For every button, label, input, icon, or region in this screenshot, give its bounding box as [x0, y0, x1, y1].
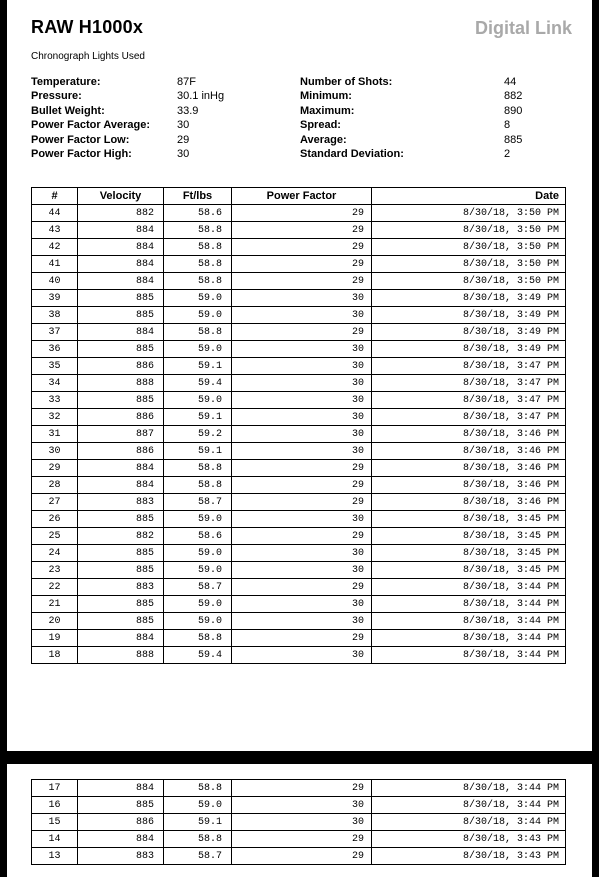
stat-value: 29 [177, 133, 190, 146]
velocity-cell: 884 [78, 630, 164, 647]
ftlbs-cell: 59.4 [164, 375, 232, 392]
ftlbs-cell: 58.8 [164, 256, 232, 273]
velocity-cell: 884 [78, 831, 164, 848]
date-cell: 8/30/18, 3:44 PM [372, 780, 566, 797]
stat-row [31, 133, 224, 147]
date-cell: 8/30/18, 3:45 PM [372, 528, 566, 545]
power-factor-cell: 30 [232, 307, 372, 324]
shot-number: 22 [32, 579, 78, 596]
power-factor-cell: 30 [232, 814, 372, 831]
shot-number: 29 [32, 460, 78, 477]
date-cell: 8/30/18, 3:45 PM [372, 545, 566, 562]
report-subtitle: Chronograph Lights Used [31, 51, 145, 62]
column-header-ftlbs: Ft/lbs [164, 188, 232, 205]
shot-number: 33 [32, 392, 78, 409]
date-cell: 8/30/18, 3:46 PM [372, 477, 566, 494]
date-cell: 8/30/18, 3:50 PM [372, 256, 566, 273]
table-row [32, 239, 566, 256]
stat-label: Number of Shots: [300, 76, 393, 88]
velocity-cell: 885 [78, 511, 164, 528]
ftlbs-cell: 59.2 [164, 426, 232, 443]
power-factor-cell: 29 [232, 528, 372, 545]
shot-number: 21 [32, 596, 78, 613]
stat-row [31, 104, 224, 118]
shot-number: 40 [32, 273, 78, 290]
velocity-cell: 883 [78, 579, 164, 596]
ftlbs-cell: 59.1 [164, 358, 232, 375]
ftlbs-cell: 58.8 [164, 831, 232, 848]
table-row [32, 375, 566, 392]
velocity-cell: 884 [78, 460, 164, 477]
table-row [32, 273, 566, 290]
date-cell: 8/30/18, 3:44 PM [372, 596, 566, 613]
shot-number: 39 [32, 290, 78, 307]
power-factor-cell: 30 [232, 613, 372, 630]
stat-value: 44 [504, 76, 517, 88]
stat-value: 30 [177, 147, 190, 160]
date-cell: 8/30/18, 3:50 PM [372, 239, 566, 256]
date-cell: 8/30/18, 3:45 PM [372, 511, 566, 528]
table-row [32, 562, 566, 579]
date-cell: 8/30/18, 3:44 PM [372, 613, 566, 630]
shot-number: 38 [32, 307, 78, 324]
ftlbs-cell: 58.8 [164, 239, 232, 256]
stat-value: 30 [177, 119, 190, 132]
shot-number: 24 [32, 545, 78, 562]
date-cell: 8/30/18, 3:43 PM [372, 848, 566, 865]
table-row [32, 596, 566, 613]
power-factor-cell: 30 [232, 562, 372, 579]
velocity-cell: 886 [78, 358, 164, 375]
velocity-cell: 888 [78, 375, 164, 392]
velocity-cell: 885 [78, 290, 164, 307]
date-cell: 8/30/18, 3:47 PM [372, 392, 566, 409]
velocity-cell: 883 [78, 848, 164, 865]
ftlbs-cell: 58.8 [164, 273, 232, 290]
velocity-cell: 884 [78, 256, 164, 273]
ftlbs-cell: 58.8 [164, 630, 232, 647]
stat-label: Pressure: [31, 90, 82, 103]
date-cell: 8/30/18, 3:50 PM [372, 273, 566, 290]
stats-right-block [300, 75, 522, 161]
date-cell: 8/30/18, 3:49 PM [372, 324, 566, 341]
velocity-cell: 884 [78, 324, 164, 341]
ftlbs-cell: 58.6 [164, 205, 232, 222]
ftlbs-cell: 59.4 [164, 647, 232, 664]
ftlbs-cell: 59.1 [164, 409, 232, 426]
power-factor-cell: 29 [232, 848, 372, 865]
shot-number: 19 [32, 630, 78, 647]
column-header-number: # [32, 188, 78, 205]
shot-number: 35 [32, 358, 78, 375]
table-row [32, 324, 566, 341]
power-factor-cell: 30 [232, 797, 372, 814]
table-row [32, 341, 566, 358]
shot-number: 26 [32, 511, 78, 528]
velocity-cell: 882 [78, 205, 164, 222]
date-cell: 8/30/18, 3:47 PM [372, 409, 566, 426]
velocity-cell: 884 [78, 780, 164, 797]
stat-row [300, 147, 522, 161]
shot-number: 16 [32, 797, 78, 814]
power-factor-cell: 29 [232, 256, 372, 273]
stat-value: 2 [504, 147, 511, 160]
date-cell: 8/30/18, 3:44 PM [372, 797, 566, 814]
table-row [32, 358, 566, 375]
ftlbs-cell: 58.7 [164, 848, 232, 865]
power-factor-cell: 30 [232, 409, 372, 426]
stat-row [300, 118, 522, 132]
table-row [32, 222, 566, 239]
stat-value: 8 [504, 119, 511, 132]
stat-label: Power Factor Low: [31, 133, 130, 146]
stat-label: Standard Deviation: [300, 147, 404, 160]
table-row [32, 579, 566, 596]
stat-value: 885 [504, 133, 523, 146]
table-row [32, 630, 566, 647]
table-row [32, 307, 566, 324]
ftlbs-cell: 58.7 [164, 579, 232, 596]
report-page-1 [7, 0, 592, 751]
stat-row [300, 104, 522, 118]
shot-number: 30 [32, 443, 78, 460]
power-factor-cell: 30 [232, 426, 372, 443]
power-factor-cell: 30 [232, 647, 372, 664]
table-header-row [32, 188, 566, 205]
shot-number: 34 [32, 375, 78, 392]
date-cell: 8/30/18, 3:44 PM [372, 814, 566, 831]
stat-label: Bullet Weight: [31, 104, 105, 117]
stat-row [31, 118, 224, 132]
ftlbs-cell: 59.0 [164, 545, 232, 562]
table-row [32, 613, 566, 630]
ftlbs-cell: 58.8 [164, 222, 232, 239]
shot-number: 23 [32, 562, 78, 579]
ftlbs-cell: 59.0 [164, 562, 232, 579]
shot-number: 41 [32, 256, 78, 273]
column-header-velocity: Velocity [78, 188, 164, 205]
stat-label: Average: [300, 133, 347, 146]
ftlbs-cell: 59.1 [164, 814, 232, 831]
power-factor-cell: 30 [232, 341, 372, 358]
stat-row [300, 89, 522, 103]
power-factor-cell: 30 [232, 375, 372, 392]
ftlbs-cell: 59.0 [164, 797, 232, 814]
velocity-cell: 886 [78, 409, 164, 426]
date-cell: 8/30/18, 3:44 PM [372, 579, 566, 596]
stat-label: Spread: [300, 119, 341, 132]
shot-number: 36 [32, 341, 78, 358]
date-cell: 8/30/18, 3:47 PM [372, 375, 566, 392]
column-header-date: Date [372, 188, 566, 205]
power-factor-cell: 30 [232, 596, 372, 613]
shot-number: 25 [32, 528, 78, 545]
velocity-cell: 884 [78, 477, 164, 494]
column-header-power-factor: Power Factor [232, 188, 372, 205]
velocity-cell: 887 [78, 426, 164, 443]
ftlbs-cell: 58.8 [164, 324, 232, 341]
table-row [32, 831, 566, 848]
date-cell: 8/30/18, 3:47 PM [372, 358, 566, 375]
power-factor-cell: 29 [232, 273, 372, 290]
power-factor-cell: 29 [232, 239, 372, 256]
table-row [32, 409, 566, 426]
velocity-cell: 882 [78, 528, 164, 545]
table-row [32, 205, 566, 222]
power-factor-cell: 29 [232, 324, 372, 341]
date-cell: 8/30/18, 3:46 PM [372, 460, 566, 477]
date-cell: 8/30/18, 3:46 PM [372, 494, 566, 511]
ftlbs-cell: 59.0 [164, 341, 232, 358]
table-row [32, 647, 566, 664]
shot-number: 15 [32, 814, 78, 831]
ftlbs-cell: 59.0 [164, 613, 232, 630]
shots-table-body [32, 205, 566, 664]
shot-number: 31 [32, 426, 78, 443]
shot-number: 14 [32, 831, 78, 848]
table-row [32, 545, 566, 562]
date-cell: 8/30/18, 3:46 PM [372, 443, 566, 460]
stat-label: Power Factor Average: [31, 119, 151, 132]
ftlbs-cell: 59.0 [164, 392, 232, 409]
velocity-cell: 884 [78, 222, 164, 239]
shot-number: 27 [32, 494, 78, 511]
date-cell: 8/30/18, 3:49 PM [372, 290, 566, 307]
table-row [32, 528, 566, 545]
stat-value: 87F [177, 76, 196, 88]
report-page-2 [7, 764, 592, 877]
stat-label: Maximum: [300, 104, 355, 117]
shots-table [31, 187, 566, 664]
power-factor-cell: 29 [232, 205, 372, 222]
shot-number: 18 [32, 647, 78, 664]
table-row [32, 848, 566, 865]
table-row [32, 814, 566, 831]
ftlbs-cell: 59.0 [164, 511, 232, 528]
date-cell: 8/30/18, 3:43 PM [372, 831, 566, 848]
stat-value: 33.9 [177, 104, 199, 117]
stats-left-block [31, 75, 224, 161]
table-row [32, 511, 566, 528]
velocity-cell: 885 [78, 307, 164, 324]
power-factor-cell: 29 [232, 579, 372, 596]
velocity-cell: 885 [78, 341, 164, 358]
table-row [32, 460, 566, 477]
power-factor-cell: 30 [232, 545, 372, 562]
power-factor-cell: 29 [232, 477, 372, 494]
table-row [32, 290, 566, 307]
table-row [32, 477, 566, 494]
date-cell: 8/30/18, 3:50 PM [372, 222, 566, 239]
date-cell: 8/30/18, 3:50 PM [372, 205, 566, 222]
report-title: RAW H1000x [31, 17, 144, 37]
ftlbs-cell: 58.7 [164, 494, 232, 511]
power-factor-cell: 29 [232, 222, 372, 239]
ftlbs-cell: 58.6 [164, 528, 232, 545]
stat-label: Minimum: [300, 90, 352, 103]
table-row [32, 256, 566, 273]
ftlbs-cell: 59.0 [164, 596, 232, 613]
stat-row [300, 133, 522, 147]
shot-number: 13 [32, 848, 78, 865]
table-row [32, 494, 566, 511]
ftlbs-cell: 59.1 [164, 443, 232, 460]
power-factor-cell: 29 [232, 460, 372, 477]
stat-value: 890 [504, 104, 523, 117]
shot-number: 43 [32, 222, 78, 239]
velocity-cell: 888 [78, 647, 164, 664]
velocity-cell: 886 [78, 443, 164, 460]
ftlbs-cell: 58.8 [164, 460, 232, 477]
stat-label: Power Factor High: [31, 147, 132, 160]
velocity-cell: 885 [78, 613, 164, 630]
velocity-cell: 885 [78, 545, 164, 562]
date-cell: 8/30/18, 3:49 PM [372, 341, 566, 358]
power-factor-cell: 30 [232, 358, 372, 375]
shot-number: 20 [32, 613, 78, 630]
shot-number: 44 [32, 205, 78, 222]
ftlbs-cell: 59.0 [164, 307, 232, 324]
stat-row [31, 75, 224, 89]
ftlbs-cell: 58.8 [164, 780, 232, 797]
power-factor-cell: 29 [232, 630, 372, 647]
shots-table-body-continued [32, 780, 566, 865]
table-row [32, 426, 566, 443]
stat-value: 30.1 inHg [177, 90, 225, 103]
shot-number: 32 [32, 409, 78, 426]
date-cell: 8/30/18, 3:44 PM [372, 647, 566, 664]
stat-label: Temperature: [31, 76, 101, 88]
power-factor-cell: 30 [232, 511, 372, 528]
power-factor-cell: 30 [232, 443, 372, 460]
shot-number: 28 [32, 477, 78, 494]
velocity-cell: 884 [78, 273, 164, 290]
shot-number: 17 [32, 780, 78, 797]
table-row [32, 392, 566, 409]
ftlbs-cell: 58.8 [164, 477, 232, 494]
stat-row [300, 75, 522, 89]
shots-table-continued [31, 779, 566, 865]
shot-number: 37 [32, 324, 78, 341]
power-factor-cell: 30 [232, 392, 372, 409]
velocity-cell: 886 [78, 814, 164, 831]
stat-row [31, 147, 224, 161]
stat-value: 882 [504, 90, 523, 103]
power-factor-cell: 29 [232, 780, 372, 797]
ftlbs-cell: 59.0 [164, 290, 232, 307]
velocity-cell: 883 [78, 494, 164, 511]
power-factor-cell: 30 [232, 290, 372, 307]
date-cell: 8/30/18, 3:46 PM [372, 426, 566, 443]
velocity-cell: 884 [78, 239, 164, 256]
date-cell: 8/30/18, 3:45 PM [372, 562, 566, 579]
velocity-cell: 885 [78, 392, 164, 409]
date-cell: 8/30/18, 3:44 PM [372, 630, 566, 647]
table-row [32, 780, 566, 797]
stat-row [31, 89, 224, 103]
power-factor-cell: 29 [232, 494, 372, 511]
shot-number: 42 [32, 239, 78, 256]
brand-label: Digital Link [474, 18, 572, 38]
velocity-cell: 885 [78, 797, 164, 814]
power-factor-cell: 29 [232, 831, 372, 848]
velocity-cell: 885 [78, 562, 164, 579]
velocity-cell: 885 [78, 596, 164, 613]
date-cell: 8/30/18, 3:49 PM [372, 307, 566, 324]
table-row [32, 443, 566, 460]
table-row [32, 797, 566, 814]
